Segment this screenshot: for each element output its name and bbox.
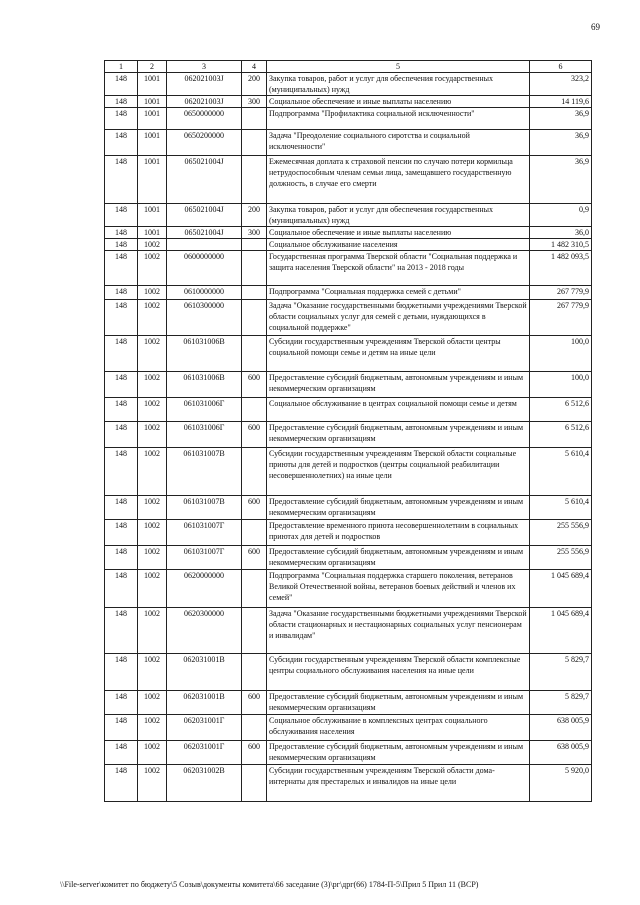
table-cell-c6: 36,9 bbox=[530, 130, 592, 156]
table-cell-c5: Подпрограмма "Социальная поддержка семей с детьми" bbox=[267, 286, 530, 300]
table-cell-c1: 148 bbox=[105, 608, 138, 654]
table-cell-c2: 1001 bbox=[138, 130, 167, 156]
table-cell-c1: 148 bbox=[105, 336, 138, 372]
table-cell-c2: 1002 bbox=[138, 496, 167, 520]
table-cell-c5: Задача "Оказание государственными бюджетными учреждениями Тверской области стационарных и нестационарных социальных услуг пенсионерам и инвалидам" bbox=[267, 608, 530, 654]
table-cell-c3: 0610300000 bbox=[167, 300, 242, 336]
table-cell-c2: 1002 bbox=[138, 715, 167, 741]
table-cell-c3: 062031001B bbox=[167, 654, 242, 691]
table-cell-c2: 1002 bbox=[138, 398, 167, 422]
table-cell-c3: 061031007Г bbox=[167, 520, 242, 546]
table-row bbox=[105, 96, 592, 108]
table-cell-c5: Социальное обслуживание в центрах социальной помощи семье и детям bbox=[267, 398, 530, 422]
table-cell-c2: 1002 bbox=[138, 286, 167, 300]
table-cell-c1: 148 bbox=[105, 520, 138, 546]
table-cell-c4 bbox=[242, 570, 267, 608]
table-row bbox=[105, 422, 592, 448]
table-cell-c6: 267 779,9 bbox=[530, 286, 592, 300]
table-cell-c4: 600 bbox=[242, 546, 267, 570]
table-cell-c2: 1002 bbox=[138, 741, 167, 765]
table-cell-c2: 1001 bbox=[138, 156, 167, 204]
table-cell-c2: 1001 bbox=[138, 96, 167, 108]
table-cell-c6: 267 779,9 bbox=[530, 300, 592, 336]
table-cell-c2: 1002 bbox=[138, 570, 167, 608]
table-cell-c5: Подпрограмма "Социальная поддержка старшего поколения, ветеранов Великой Отечественной войны, ветеранов боевых действий и членов их семей" bbox=[267, 570, 530, 608]
table-cell-c2: 1001 bbox=[138, 204, 167, 227]
table-cell-c2: 1002 bbox=[138, 608, 167, 654]
table-cell-c2: 1002 bbox=[138, 372, 167, 398]
table-cell-c6: 6 512,6 bbox=[530, 422, 592, 448]
table-cell-c5: Предоставление субсидий бюджетным, автономным учреждениям и иным некоммерческим организациям bbox=[267, 372, 530, 398]
table-cell-c6: 255 556,9 bbox=[530, 546, 592, 570]
column-header: 3 bbox=[167, 61, 242, 73]
table-cell-c3: 062031001B bbox=[167, 691, 242, 715]
table-cell-c6: 0,9 bbox=[530, 204, 592, 227]
table-cell-c3: 0650000000 bbox=[167, 108, 242, 130]
table-cell-c3: 062031001Г bbox=[167, 715, 242, 741]
table-row bbox=[105, 741, 592, 765]
column-header: 6 bbox=[530, 61, 592, 73]
table-cell-c5: Социальное обеспечение и иные выплаты населению bbox=[267, 96, 530, 108]
table-cell-c4 bbox=[242, 765, 267, 802]
table-cell-c1: 148 bbox=[105, 251, 138, 286]
table-cell-c5: Субсидии государственным учреждениям Тверской области комплексные центры социального обслуживания населения на иные цели bbox=[267, 654, 530, 691]
table-cell-c6: 638 005,9 bbox=[530, 715, 592, 741]
table-cell-c5: Государственная программа Тверской области "Социальная поддержка и защита населения Тверской области" на 2013 - 2018 годы bbox=[267, 251, 530, 286]
table-cell-c3: 0600000000 bbox=[167, 251, 242, 286]
table-cell-c1: 148 bbox=[105, 741, 138, 765]
table-cell-c6: 36,9 bbox=[530, 156, 592, 204]
table-cell-c5: Социальное обеспечение и иные выплаты населению bbox=[267, 227, 530, 239]
table-row bbox=[105, 108, 592, 130]
table-cell-c6: 1 482 310,5 bbox=[530, 239, 592, 251]
table-cell-c3: 061031007Г bbox=[167, 546, 242, 570]
table-row bbox=[105, 715, 592, 741]
table-cell-c2: 1002 bbox=[138, 239, 167, 251]
table-cell-c1: 148 bbox=[105, 398, 138, 422]
table-row bbox=[105, 156, 592, 204]
table-row bbox=[105, 765, 592, 802]
table-cell-c1: 148 bbox=[105, 286, 138, 300]
table-cell-c1: 148 bbox=[105, 96, 138, 108]
table-cell-c4: 600 bbox=[242, 741, 267, 765]
column-header: 2 bbox=[138, 61, 167, 73]
table-cell-c2: 1002 bbox=[138, 251, 167, 286]
table-cell-c3: 062031002B bbox=[167, 765, 242, 802]
table-cell-c4: 600 bbox=[242, 496, 267, 520]
table-cell-c4 bbox=[242, 251, 267, 286]
table-cell-c3: 061031007B bbox=[167, 496, 242, 520]
table-cell-c2: 1002 bbox=[138, 765, 167, 802]
column-header: 1 bbox=[105, 61, 138, 73]
table-cell-c1: 148 bbox=[105, 765, 138, 802]
table-row bbox=[105, 204, 592, 227]
table-cell-c5: Задача "Преодоление социального сиротства и социальной исключенности" bbox=[267, 130, 530, 156]
table-cell-c2: 1001 bbox=[138, 108, 167, 130]
table-cell-c6: 36,9 bbox=[530, 108, 592, 130]
table-row bbox=[105, 546, 592, 570]
table-cell-c1: 148 bbox=[105, 496, 138, 520]
table-row bbox=[105, 654, 592, 691]
table-cell-c2: 1002 bbox=[138, 691, 167, 715]
table-row bbox=[105, 372, 592, 398]
table-cell-c1: 148 bbox=[105, 73, 138, 96]
table-cell-c3: 0620000000 bbox=[167, 570, 242, 608]
table-cell-c4: 300 bbox=[242, 227, 267, 239]
table-cell-c2: 1002 bbox=[138, 546, 167, 570]
table-cell-c6: 14 119,6 bbox=[530, 96, 592, 108]
table-cell-c4 bbox=[242, 336, 267, 372]
table-cell-c4 bbox=[242, 239, 267, 251]
table-cell-c1: 148 bbox=[105, 691, 138, 715]
table-cell-c5: Закупка товаров, работ и услуг для обеспечения государственных (муниципальных) нужд bbox=[267, 204, 530, 227]
table-cell-c1: 148 bbox=[105, 300, 138, 336]
table-cell-c6: 5 610,4 bbox=[530, 496, 592, 520]
table-row bbox=[105, 300, 592, 336]
header-row bbox=[105, 61, 592, 73]
table-cell-c3: 062031001Г bbox=[167, 741, 242, 765]
table-cell-c1: 148 bbox=[105, 239, 138, 251]
table-cell-c4 bbox=[242, 286, 267, 300]
table-cell-c1: 148 bbox=[105, 654, 138, 691]
table-row bbox=[105, 691, 592, 715]
table-cell-c5: Закупка товаров, работ и услуг для обеспечения государственных (муниципальных) нужд bbox=[267, 73, 530, 96]
table-cell-c3: 065021004J bbox=[167, 156, 242, 204]
table-cell-c1: 148 bbox=[105, 130, 138, 156]
table-cell-c5: Субсидии государственным учреждениям Тверской области социальные приюты для детей и подростков (центры социальной реабилитации несовершеннолетних) на иные цели bbox=[267, 448, 530, 496]
table-cell-c2: 1001 bbox=[138, 227, 167, 239]
table-cell-c2: 1002 bbox=[138, 448, 167, 496]
table-row bbox=[105, 570, 592, 608]
table-cell-c6: 255 556,9 bbox=[530, 520, 592, 546]
table-row bbox=[105, 286, 592, 300]
table-cell-c6: 5 610,4 bbox=[530, 448, 592, 496]
table-cell-c3: 061031006B bbox=[167, 372, 242, 398]
table-cell-c4: 300 bbox=[242, 96, 267, 108]
table-row bbox=[105, 251, 592, 286]
table-cell-c6: 638 005,9 bbox=[530, 741, 592, 765]
table-cell-c4 bbox=[242, 300, 267, 336]
table-cell-c4 bbox=[242, 448, 267, 496]
table-row bbox=[105, 227, 592, 239]
table-cell-c4 bbox=[242, 156, 267, 204]
table-cell-c2: 1002 bbox=[138, 422, 167, 448]
table-cell-c5: Подпрограмма "Профилактика социальной исключенности" bbox=[267, 108, 530, 130]
table-row bbox=[105, 608, 592, 654]
table-cell-c6: 5 920,0 bbox=[530, 765, 592, 802]
table-cell-c4 bbox=[242, 654, 267, 691]
table-cell-c5: Социальное обслуживание населения bbox=[267, 239, 530, 251]
table-cell-c4 bbox=[242, 130, 267, 156]
table-cell-c6: 100,0 bbox=[530, 372, 592, 398]
table-cell-c6: 100,0 bbox=[530, 336, 592, 372]
budget-table bbox=[104, 60, 592, 802]
table-cell-c5: Предоставление субсидий бюджетным, автономным учреждениям и иным некоммерческим организациям bbox=[267, 741, 530, 765]
table-cell-c4 bbox=[242, 108, 267, 130]
table-cell-c1: 148 bbox=[105, 570, 138, 608]
table-cell-c4 bbox=[242, 608, 267, 654]
table-cell-c1: 148 bbox=[105, 372, 138, 398]
table-cell-c2: 1002 bbox=[138, 520, 167, 546]
table-cell-c3: 065021004J bbox=[167, 227, 242, 239]
table-cell-c3 bbox=[167, 239, 242, 251]
table-row bbox=[105, 448, 592, 496]
table-row bbox=[105, 73, 592, 96]
table-cell-c6: 1 045 689,4 bbox=[530, 608, 592, 654]
table-cell-c2: 1002 bbox=[138, 300, 167, 336]
table-cell-c3: 062021003J bbox=[167, 96, 242, 108]
table-cell-c2: 1002 bbox=[138, 336, 167, 372]
table-cell-c3: 0650200000 bbox=[167, 130, 242, 156]
table-cell-c6: 5 829,7 bbox=[530, 654, 592, 691]
table-row bbox=[105, 496, 592, 520]
table-cell-c4 bbox=[242, 715, 267, 741]
table-cell-c5: Предоставление субсидий бюджетным, автономным учреждениям и иным некоммерческим организациям bbox=[267, 546, 530, 570]
table-row bbox=[105, 336, 592, 372]
table-cell-c5: Предоставление субсидий бюджетным, автономным учреждениям и иным некоммерческим организациям bbox=[267, 691, 530, 715]
table-cell-c6: 323,2 bbox=[530, 73, 592, 96]
table-cell-c5: Задача "Оказание государственными бюджетными учреждениями Тверской области социальных услуг для семей с детьми, нуждающихся в социальной поддержке" bbox=[267, 300, 530, 336]
table-cell-c5: Предоставление субсидий бюджетным, автономным учреждениям и иным некоммерческим организациям bbox=[267, 422, 530, 448]
table-cell-c6: 1 482 093,5 bbox=[530, 251, 592, 286]
table-cell-c4: 200 bbox=[242, 204, 267, 227]
table-cell-c1: 148 bbox=[105, 227, 138, 239]
table-cell-c5: Субсидии государственным учреждениям Тверской области центры социальной помощи семье и детям на иные цели bbox=[267, 336, 530, 372]
table-cell-c3: 061031007B bbox=[167, 448, 242, 496]
table-cell-c4: 200 bbox=[242, 73, 267, 96]
table-cell-c3: 061031006B bbox=[167, 336, 242, 372]
table-cell-c6: 5 829,7 bbox=[530, 691, 592, 715]
table-row bbox=[105, 130, 592, 156]
table-row bbox=[105, 520, 592, 546]
table-cell-c5: Предоставление временного приюта несовершеннолетним в социальных приютах для детей и подростков bbox=[267, 520, 530, 546]
table-cell-c6: 36,0 bbox=[530, 227, 592, 239]
table-row bbox=[105, 239, 592, 251]
table-cell-c3: 0620300000 bbox=[167, 608, 242, 654]
table-cell-c4 bbox=[242, 520, 267, 546]
table-cell-c4 bbox=[242, 398, 267, 422]
page-number: 69 bbox=[591, 22, 600, 32]
table-cell-c1: 148 bbox=[105, 448, 138, 496]
table-cell-c5: Социальное обслуживание в комплексных центрах социального обслуживания населения bbox=[267, 715, 530, 741]
file-path-footer: \\File-server\комитет по бюджету\5 Созыв\документы комитета\66 заседание (3)\рг\дрг(66) 1784-П-5\Прил 5 Прил 11 (ВСР) bbox=[60, 880, 479, 889]
table-cell-c3: 0610000000 bbox=[167, 286, 242, 300]
table-cell-c1: 148 bbox=[105, 156, 138, 204]
table-cell-c3: 062021003J bbox=[167, 73, 242, 96]
column-header: 5 bbox=[267, 61, 530, 73]
table-cell-c1: 148 bbox=[105, 204, 138, 227]
table-cell-c3: 065021004J bbox=[167, 204, 242, 227]
table-cell-c1: 148 bbox=[105, 108, 138, 130]
table-cell-c5: Предоставление субсидий бюджетным, автономным учреждениям и иным некоммерческим организациям bbox=[267, 496, 530, 520]
table-cell-c6: 1 045 689,4 bbox=[530, 570, 592, 608]
column-header: 4 bbox=[242, 61, 267, 73]
table-cell-c1: 148 bbox=[105, 546, 138, 570]
table-cell-c1: 148 bbox=[105, 715, 138, 741]
table-cell-c2: 1002 bbox=[138, 654, 167, 691]
table-cell-c2: 1001 bbox=[138, 73, 167, 96]
table-row bbox=[105, 398, 592, 422]
table-cell-c4: 600 bbox=[242, 691, 267, 715]
table-cell-c4: 600 bbox=[242, 422, 267, 448]
table-cell-c5: Субсидии государственным учреждениям Тверской области дома-интернаты для престарелых и инвалидов на иные цели bbox=[267, 765, 530, 802]
table-cell-c3: 061031006Г bbox=[167, 398, 242, 422]
table-cell-c4: 600 bbox=[242, 372, 267, 398]
table-cell-c3: 061031006Г bbox=[167, 422, 242, 448]
table-cell-c5: Ежемесячная доплата к страховой пенсии по случаю потери кормильца нетрудоспособным членам семьи лица, замещавшего государственную должность, в случае его смерти bbox=[267, 156, 530, 204]
table-cell-c6: 6 512,6 bbox=[530, 398, 592, 422]
table-cell-c1: 148 bbox=[105, 422, 138, 448]
